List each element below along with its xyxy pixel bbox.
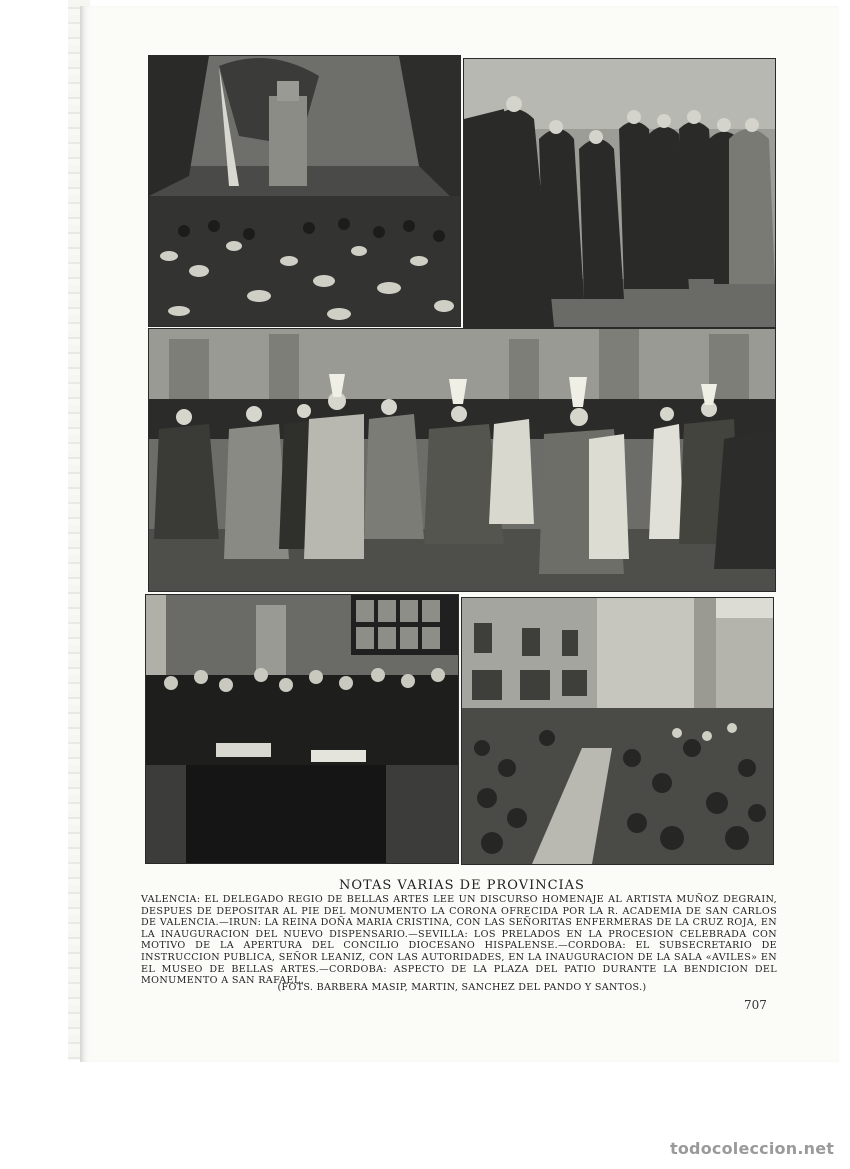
photo-cordoba-aviles-room [145,594,459,864]
caption-text: VALENCIA: EL DELEGADO REGIO DE BELLAS ARTES LEE UN DISCURSO HOMENAJE AL ARTISTA MUÑOZ DEGRAIN, DESPUES DE DEPOSITAR AL PIE DEL MONUMENTO LA CORONA OFRECIDA POR LA R. ACADEMIA DE SAN CARLOS DE VALENCIA.—IRUN: LA REINA DOÑA MARIA CRISTINA, CON LAS SEÑORITAS ENFERMERAS DE LA CRUZ ROJA, EN LA INAUGURACION DEL NUEVO DISPENSARIO.—SEVILLA: LOS PRELADOS EN LA PROCESION CELEBRADA CON MOTIVO DE LA APERTURA DEL CONCILIO DIOCESANO HISPALENSE.—CORDOBA: EL SUBSECRETARIO DE INSTRUCCION PUBLICA, SEÑOR LEANIZ, CON LAS AUTORIDADES, EN LA INAUGURACION DE LA SALA «AVILES» EN EL MUSEO DE BELLAS ARTES.—CORDOBA: ASPECTO DE LA PLAZA DEL PATIO DURANTE LA BENDICION DEL MONUMENTO A SAN RAFAEL. [141,894,777,987]
watermark: todocoleccion.net [670,1139,835,1158]
photo-valencia-monument [148,55,461,327]
photo-cordoba-plaza [461,597,774,865]
photo-credit: (FOTS. BARBERA MASIP, MARTIN, SANCHEZ DEL PANDO Y SANTOS.) [277,982,647,993]
photo-irun-queen-nurses [463,58,776,328]
caption-title: NOTAS VARIAS DE PROVINCIAS [339,878,585,893]
page-number: 707 [744,998,767,1012]
photo-sevilla-procession [148,328,776,592]
